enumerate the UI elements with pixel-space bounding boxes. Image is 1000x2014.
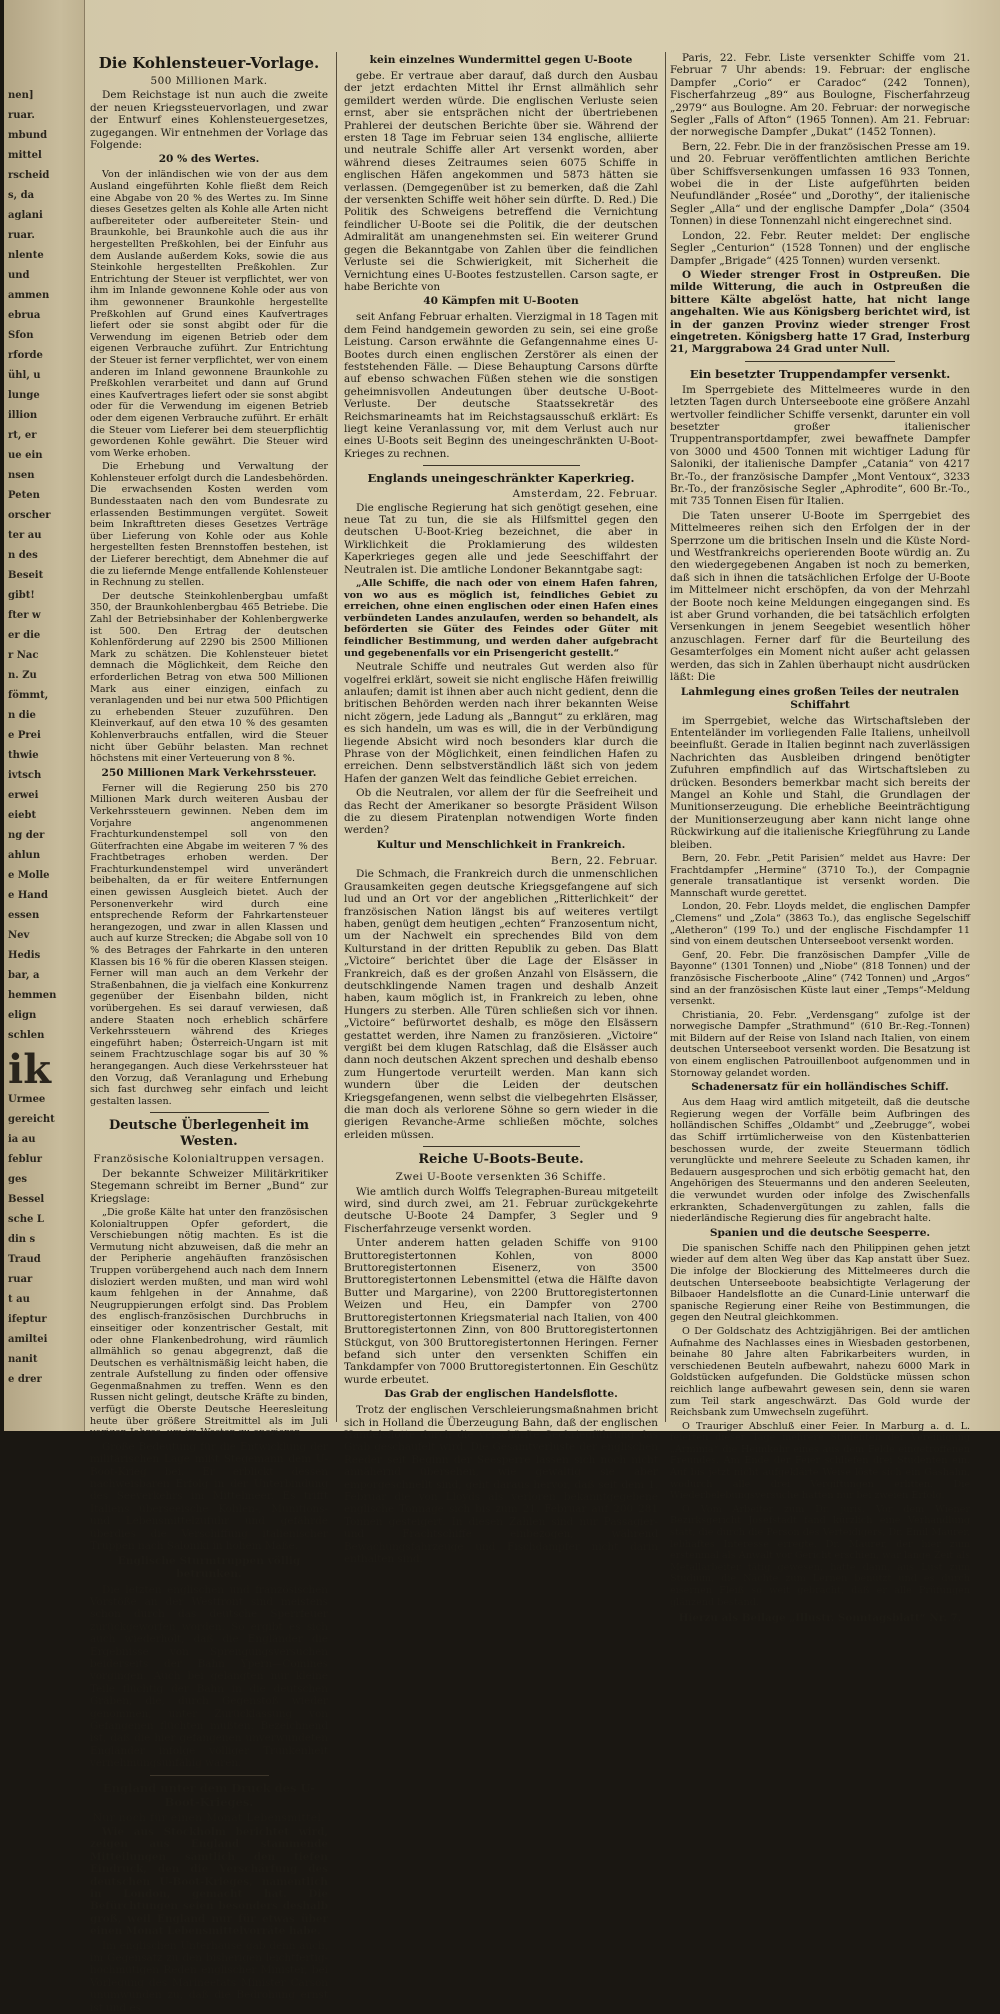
gutter-fragment: amiltei — [8, 1334, 48, 1345]
gutter-fragment: e Hand — [8, 890, 49, 901]
gutter-fragment: fömmt, — [8, 690, 49, 701]
gutter-fragment: ifeptur — [8, 1314, 47, 1325]
section-heading: Englische Sturmtruppen völlig betrunken. — [117, 1554, 301, 1580]
gutter-fragment: bar, a — [8, 970, 40, 981]
gutter-fragment: Nev — [8, 930, 30, 941]
divider — [423, 1146, 580, 1147]
dateline: Bern, 22. Februar. — [550, 854, 658, 867]
dateline: Amsterdam, 22. Februar. — [512, 488, 658, 501]
column-3 — [670, 52, 970, 1625]
news-item: London, 20. Febr. Lloyds meldet, die englischen Dampfer „Clemens“ und „Zola“ (3863 To.), das englische Segelschiff „Aletheron“ (199 To.) und der englische Fischdampfer 11 sind von einem deutschen Unterseeboot versenkt worden. — [670, 901, 970, 948]
gutter-fragment: ruar. — [8, 230, 35, 241]
article-paragraph: Die englische Regierung hat sich genötigt gesehen, eine neue Tat zu tun, die sie als Hilfsmittel gegen den deutschen U-Boot-Krieg bezeichnet, die aber in Wirklichkeit die Proklamierung des wildesten Kaperkrieges gegen alle und jede Seeschiffahrt der Neutralen ist. Die amtliche Londoner Bekanntgabe sagt: — [344, 501, 658, 576]
article-paragraph: Die Schmach, die Frankreich durch die unmenschlichen Grausamkeiten gegen deutsche Kriegsgefangene auf sich lud und an Ort vor der angeblichen „Ritterlichkeit“ der französischen Nation längst bis auf weiteres vertilgt haben, genügt dem heutigen „echten“ Franzosentum nicht, um der Nachwelt ein sprechendes Bild von dem Kulturstand in der dritten Republik zu geben. Das Blatt „Victoire“ berichtet über die Lage der Elsässer in Frankreich, daß es der großen Anzahl von Elsässern, die deutschklingende Namen tragen und deshalb Anzeit haben, kaum möglich ist, in Frankreich zu leben, ohne Hungers zu sterben. Alle Türen schließen sich vor ihnen. „Victoire“ befürwortet deshalb, es möge den Elsässern gestattet werden, ihre Namen zu französieren. „Victoire“ vergißt bei dem klugen Ratschlag, daß die Elsässer auch dann noch deutschen Akzent sprechen und deshalb ebenso zum Hungertode verurteilt werden. Man kann sich wundern über die Leiden der deutschen Kriegsgefangenen, wenn selbst die vielbegehrten Elsässer, die man doch als verlorene Söhne so gern wieder in die gierigen Revanche-Arme schließen möchte, solches erleiden müssen. — [344, 868, 658, 1141]
gutter-fragment: erwei — [8, 790, 39, 801]
gutter-fragment: e drer — [8, 1374, 42, 1385]
gutter-fragment: n. Zu — [8, 670, 37, 681]
divider — [150, 1775, 269, 1776]
gutter-fragment: e Molle — [8, 870, 50, 881]
article-paragraph: Von der inländischen wie von der aus dem Ausland eingeführten Kohle fließt dem Reich eine Abgabe von 20 % des Wertes zu. Im Sinne dieses Gesetzes gelten als Kohle alle Arten nicht aufbereiteter oder aufbereiteter Stein- und Braunkohle, bei Braunkohle auch die aus ihr hergestellten Preßkohlen, bei der Einfuhr aus dem Auslande außerdem Koks, sowie die aus Steinkohle hergestellten Preßkohlen. Zur Entrichtung der Steuer ist verpflichtet, wer von ihm im Inlande gewonnene Kohle oder aus von ihm gewonnener Braunkohle hergestellte Preßkohlen auf Grund eines Kaufvertrages liefert oder sie sonst abgibt oder für die Verwendung im eigenen Betrieb oder dem eigenen Verbrauche zuführt. Zur Entrichtung der Steuer ist ferner verpflichtet, wer von einem anderen im Inland gewonnene Braunkohle zu Preßkohlen verarbeitet und dann auf Grund eines Kaufvertrages liefert oder sie sonst abgibt oder für die Verwendung im eigenen Betrieb oder dem eigenen Verbrauche zuführt. Er erhält die Steuer vom Lieferer bei dem steuerpflichtig gewordenen Kohle gewährt. Die Steuer wird vom Werke erhoben. — [90, 169, 328, 459]
gutter-fragment: ivtsch — [8, 770, 42, 781]
article-quote: „Alle Schiffe, die nach oder von einem Hafen fahren, von wo aus es möglich ist, feindliches Gebiet zu erreichen, ohne einen englischen oder einen Hafen eines verbündeten Landes anzulaufen, werden so behandelt, als beförderten sie Güter des Feindes oder Güter mit feindlicher Bestimmung, und werden daher aufgebracht und gegebenenfalls vor ein Prisengericht gestellt.“ — [344, 578, 658, 659]
divider — [745, 361, 895, 362]
news-item: Bern, 22. Febr. Die in der französischen Presse am 19. und 20. Februar veröffentlichten amtlichen Berichte über Schiffsversenkungen umfassen 16 933 Tonnen, wobei die in der Liste aufgeführten beiden Neufundländer „Rosée“ und „Dorothy“, der italienische Segler „Alla“ und der englische Dampfer „Dola“ (3504 Tonnen) in diese Tonnenzahl nicht eingerechnet sind. — [670, 140, 970, 228]
gutter-fragment: orscher — [8, 510, 51, 521]
gutter-fragment: lunge — [8, 390, 40, 401]
gutter-fragment: Peten — [8, 490, 40, 501]
gutter-fragment: aglani — [8, 210, 43, 221]
gutter-fragment: ammen — [8, 290, 50, 301]
gutter-fragment: ng der — [8, 830, 45, 841]
gutter-fragment: ahlun — [8, 850, 41, 861]
article-paragraph: Ferner will die Regierung 250 bis 270 Millionen Mark durch weiteren Ausbau der Verkehrssteuern gewinnen. Neben dem im Vorjahre angenommenen Frachturkundenstempel soll von den Güterfrachten eine Abgabe im weiteren 7 % des Frachtbetrages erhoben werden. Der Frachturkundenstempel wird unverändert beibehalten, da er für weitere Entfernungen einen gewissen Ausgleich bietet. Auch der Personenverkehr wird durch eine entsprechende Reform der Fahrkartensteuer herangezogen, und zwar in allen Klassen und auch auf kurze Strecken; die Abgabe soll von 10 % des Betrages der Fahrkarte in den unteren Klassen bis 16 % für die oberen Klassen steigen. Ferner will man auch an dem Verkehr der Straßenbahnen, die ja vielfach eine Konkurrenz gegenüber der Eisenbahn bilden, nicht vorübergehen. Es sei darauf verwiesen, daß andere Staaten noch erheblich schärfere Verkehrssteuern während des Krieges eingeführt haben; Österreich-Ungarn ist mit seinem Frachtzuschlage sogar bis auf 30 % herangegangen. Auch diese Verkehrssteuer hat den Vorzug, daß Veranlagung und Erhebung sich fast durchweg sehr einfach und leicht gestalten lassen. — [90, 782, 328, 1107]
divider — [150, 1112, 269, 1113]
article-subheadline: 500 Millionen Mark. — [150, 75, 268, 87]
news-item: Genf, 20. Febr. Die französischen Dampfer „Ville de Bayonne“ (1301 Tonnen) und „Niobe“ (818 Tonnen) und der französische Fischerboote „Aline“ (742 Tonnen) und „Argos“ sind an der französischen Küste laut einer „Temps“-Meldung versenkt. — [670, 949, 970, 1008]
gutter-fragment: ges — [8, 1174, 27, 1185]
gutter-fragment: e Prei — [8, 730, 41, 741]
gutter-fragment: Urmee — [8, 1094, 46, 1105]
column-2 — [344, 52, 658, 1565]
news-item: O Wieder strenger Frost in Ostpreußen. Die milde Witterung, die auch in Ostpreußen die bittere Kälte abgelöst hatte, hat nicht lange angehalten. Wie aus Königsberg berichtet wird, ist in der ganzen Provinz wieder strenger Frost eingetreten. Königsberg hatte 17 Grad, Insterburg 21, Marggrabowa 24 Grad unter Null. — [670, 268, 970, 356]
gutter-fragment: Hedis — [8, 950, 41, 961]
gutter-fragment: n des — [8, 550, 38, 561]
gutter-fragment: ik — [8, 1046, 51, 1093]
article-headline: Die Kohlensteuer-Vorlage. — [98, 54, 320, 72]
gutter-fragment: und — [8, 270, 30, 281]
article-paragraph: „Die große Kälte hat unter den französischen Kolonialtruppen Opfer gefordert, die Verschiebungen nötig machten. Es ist die Vermutung nicht abzuweisen, daß die mehr an der Peripherie angehäuften französischen Truppen vorübergehend auch nach dem Innern disloziert werden mußten, und man wird wohl kaum fehlgehen in der Annahme, daß Neugruppierungen erfolgt sind. Das Problem des englisch-französischen Durchbruchs in einseitiger oder konzentrischer Gestalt, mit oder ohne Flankenbedrohung, wird räumlich allmählich so genau abgegrenzt, daß die Deutschen es verhältnismäßig leicht haben, die zentrale Aufstellung zu finden oder offensive Gegenmaßnahmen zu treffen. Wenn es den Russen nicht gelingt, deutsche Kräfte zu binden, verfügt die Oberste Deutsche Heeresleitung heute über größere Streitmittel als im Juli vorigen Jahres, um im Westen zu operieren. — [90, 1206, 328, 1439]
gutter-fragment: rforde — [8, 350, 43, 361]
gutter-fragment: r Nac — [8, 650, 39, 661]
gutter-fragment: ruar — [8, 1274, 33, 1285]
gutter-fragment: nen] — [8, 90, 34, 101]
gutter-fragment: nanit — [8, 1354, 38, 1365]
section-heading: Schadenersatz für ein holländisches Schiff. — [691, 1081, 949, 1094]
gutter-fragment: fter w — [8, 610, 41, 621]
article-headline: England unter dem Druck des U-Boot-Krieges. — [102, 1780, 316, 1809]
column-rule — [336, 52, 337, 1422]
gutter-fragment: mittel — [8, 150, 42, 161]
news-item: London, 22. Febr. Reuter meldet: Der englische Segler „Centurion“ (1528 Tonnen) und der englische Dampfer „Brigade“ (425 Tonnen) wurden versenkt. — [670, 229, 970, 267]
gutter-fragment: ter au — [8, 530, 42, 541]
article-paragraph: gebe. Er vertraue aber darauf, daß durch den Ausbau der jetzt erdachten Mittel ihr Ernst allmählich sehr gemildert werden würde. Die englischen Verluste seien ernst, aber sie entsprächen nicht der übertriebenen Prahlerei der deutschen Berichte über sie. Während der ersten 18 Tage im Februar seien 134 englische, alliierte und neutrale Schiffe aller Art versenkt worden, aber während dieses Zeitraumes seien 6075 Schiffe in englischen Häfen angekommen und 5873 hätten sie verlassen. (Demgegenüber ist zu bemerken, daß die Zahl der versenkten Schiffe weit höher sein dürfte. D. Red.) Die Politik des Schweigens betreffend die Vernichtung feindlicher U-Boote sei die Politik, die der deutschen Admiralität am unangenehmsten sei. Ein weiterer Grund gegen die Bekanntgabe von Zahlen über die feindlichen Verluste sei die Schwierigkeit, mit Sicherheit die Vernichtung eines U-Bootes festzustellen. Carson sagte, er habe Berichte von — [344, 70, 658, 293]
gutter-fragment: schlen — [8, 1030, 45, 1041]
article-paragraph: Wie amtlich durch Wolffs Telegraphen-Bureau mitgeteilt wird, sind durch zwei, am 21. Februar zurückgekehrte deutsche U-Boote 24 Dampfer, 3 Segler und 9 Fischerfahrzeuge versenkt worden. — [344, 1185, 658, 1235]
section-heading: kein einzelnes Wundermittel gegen U-Boote — [369, 54, 633, 66]
divider — [423, 465, 580, 466]
article-paragraph: Aus dem Haag wird amtlich mitgeteilt, daß die deutsche Regierung wegen der Vorfälle beim Aufbringen des holländischen Schiffes „Oldambt“ und „Zeebrugge“, wobei das Schiff irrtümlicherweise von den Küstenbatterien beschossen wurde, der zweite Steuermann tödlich verunglückte und mehrere Seeleute zu Schaden kamen, ihr Bedauern ausgesprochen und sich erbötig gemacht hat, den Angehörigen des Steuermanns und den anderen Seeleuten, die verwundet wurden oder infolge des Zwischenfalls erkrankten, Schadenvergütungen zu zahlen, falls die niederländische Regierung dies für angebracht halte. — [670, 1097, 970, 1225]
gutter-fragment: Bessel — [8, 1194, 45, 1205]
article-paragraph: Die letzten englischen und französischen Vorstöße an der Westfront sind meistens schon durch das deutsche Sperrfeuer zurückgeworfen worden. So ergibt es sich auch wiederholt, daß die Engländer die Ergebnisse von Sprengungsversuchen beiderseits der Bahn Ypern—Comines vorgingen. Auch bei gelangten nur kleine Teile flüchtig der Bahn in die deutschen Gräben, die, durch Gegenstoß wieder genommen, unter Zurücklassung von Gefangenen flüchten mußten. Bezeichnend ist, daß die hier gefangenen unverwundeten Engländer infolge völliger Trunkenheit vernehmungsunfähig waren. — [90, 1583, 328, 1770]
news-item: Paris, 22. Febr. Liste versenkter Schiffe vom 21. Februar 7 Uhr abends: 19. Februar: der englische Dampfer „Corio“ er Caradoc“ (242 Tonnen), Fischerfahrzeug „89“ aus Boulogne, Fischerfahrzeug „2979“ aus Boulogne. Am 20. Februar: der norwegische Segler „Falls of Afton“ (1965 Tonnen). Am 21. Februar: der norwegische Dampfer „Dukat“ (1452 Tonnen). — [670, 52, 970, 139]
gutter-fragment: gibt! — [8, 590, 35, 601]
gutter-fragment: feblur — [8, 1154, 42, 1165]
article-paragraph: Die Erhebung und Verwaltung der Kohlensteuer erfolgt durch die Landesbehörden. Die erwachsenden Kosten werden vom Bundesstaaten nach den vom Bundesrate zu erlassenden Bestimmungen vergütet. Soweit beim Inkrafttreten dieses Gesetzes Verträge über Lieferung von Kohle oder aus Kohle hergestellten festen Brennstoffen bestehen, ist der Lieferer berechtigt, dem Abnehmer die auf die zu liefernde Menge entfallende Kohlensteuer in Rechnung zu stellen. — [90, 461, 328, 589]
article-paragraph: Die Taten unserer U-Boote im Sperrgebiet des Mittelmeeres reihen sich den Erfolgen der in der Sperrzone um die britischen Inseln und die Küste Nord- und Westfrankreichs operierenden Boote würdig an. Zu den wiedergegebenen Angaben ist noch zu bemerken, daß sich in ihnen die tatsächlichen Erfolge der U-Boote im Mittelmeer nicht erschöpfen, da von der Mehrzahl der Boote noch keine Meldungen eingegangen sind. Es ist aber Grund vorhanden, die bei tatsächlich erfolgten Versenkungen in jenem Seegebiet wesentlich höher anzuschlagen. Ferner darf für die Beurteilung des Gesamterfolges ein Moment nicht außer acht gelassen werden, das sich in Zahlen überhaupt nicht ausdrücken läßt: Die — [670, 509, 970, 684]
gutter-fragment: rt, er — [8, 430, 37, 441]
article-headline: Reiche U-Boots-Beute. — [418, 1152, 584, 1168]
gutter-fragment: ühl, u — [8, 370, 41, 381]
column-rule — [665, 52, 666, 1422]
article-paragraph: Ob die Neutralen, vor allem der für die Seefreiheit und das Recht der Amerikaner so besorgte Präsident Wilson die zu diesem Piratenplan notwendigen Worte finden werden? — [344, 787, 658, 837]
article-headline: Deutsche Überlegenheit im Westen. — [109, 1118, 309, 1150]
article-paragraph: Dem Reichstage ist nun auch die zweite der neuen Kriegssteuervorlagen, und zwar der Entwurf eines Kohlensteuergesetzes, zugegangen. Wir entnehmen der Vorlage das Folgende: — [90, 89, 328, 152]
article-paragraph: Große Bedeutung für die Entwicklung der militärischen Lage mißt Stegemann dem U-Boot-Krieg bei. Er erblickt dessen nachweisbaren Erfolg in der Unterbindung des Seeverkehrs im Mittelmeer. Es trifft Italiens überseeische Kohlen-, Munitions- und Lebensmittelzufuhr und gefährde überdies die Verschiffung italienischer Truppen nach Saloniki in hohem Maße. — [90, 1440, 328, 1553]
section-heading: 250 Millionen Mark Verkehrssteuer. — [101, 766, 317, 779]
gutter-fragment: nlente — [8, 250, 44, 261]
article-paragraph: Im Sperrgebiete des Mittelmeeres wurde in den letzten Tagen durch Unterseeboote eine größere Anzahl wertvoller feindlicher Schiffe versenkt, darunter ein voll besetzter großer italienischer Truppentransportdampfer, zwei bewaffnete Dampfer von 3000 und 4500 Tonnen mit wichtiger Ladung für Saloniki, der italienische Dampfer „Catania“ von 4217 Br.-To., der französische Dampfer „Mont Ventoux“, 3233 Br.-To., der französische Segler „Aphrodite“, 600 Br.-To., mit 735 Tonnen Eisen für Italien. — [670, 383, 970, 508]
article-subheadline: Französische Kolonialtruppen versagen. — [93, 1153, 325, 1166]
article-subheadline: Zwei U-Boote versenkten 36 Schiffe. — [395, 1171, 607, 1184]
adjacent-page-strip — [4, 0, 85, 1431]
gutter-fragment: t au — [8, 1294, 30, 1305]
supplement-notice: Hierzu als Beilage „Illustr. Sonntagsblatt“ Nr. 7. — [678, 1612, 962, 1625]
gutter-fragment: illion — [8, 410, 38, 421]
article-paragraph: Im englischen Unterhause gab denn auch, im Gegensatz zu den bisherigen leichtfertig-hochmütigen Reden englischer Minister, bei Vorlegung des Marineetats Minister Carson unumwunden zu, daß die Bedrohung ernst ist und es — [90, 1939, 328, 2014]
article-headline: Ein besetzter Truppendampfer versenkt. — [689, 366, 951, 381]
article-paragraph: seit Anfang Februar erhalten. Vierzigmal in 18 Tagen mit dem Feind handgemein geworden zu sein, sei eine große Leistung. Carson erwähnte die Gefangennahme eines U-Bootes durch einen englischen Zerstörer als einen der feststehenden Fälle. — Diese Behauptung Carsons dürfte auf ebenso schwachen Füßen stehen wie die sonstigen geheimnisvollen Andeutungen über deutsche U-Boot-Verluste. Der deutsche Staatssekretär des Reichsmarineamts hat im Reichstagsausschuß erklärt: Es liegt keine Veranlassung vor, mit dem Verlust auch nur eines U-Boots seit Beginn des uneingeschränkten U-Boot-Krieges zu rechnen. — [344, 311, 658, 460]
gutter-fragment: Traud — [8, 1254, 41, 1265]
article-paragraph: Wie aus Stockholm berichtet wird, zeigen aus England stammende Mitteilungen sämtlich den tiefen Eindruck, den die Verschärfung des deutschen U-Boot-Krieges, namentlich in London, gemacht hat. Die Befürchtungen seien besonders deshalb groß, weil England nur für etwas über einen Monat Lebensmittelvorräte habe. — [90, 1826, 328, 1938]
gutter-fragment: rscheid — [8, 170, 50, 181]
gutter-fragment: Sfon — [8, 330, 34, 341]
section-heading: Spanien und die deutsche Seesperre. — [709, 1226, 931, 1239]
article-paragraph: Neutrale Schiffe und neutrales Gut werden also für vogelfrei erklärt, soweit sie nicht englische Häfen freiwillig anlaufen; damit ist ihnen aber auch nicht gedient, denn die britischen Behörden werden nach ihrer bekannten Weise nicht zögern, jede Ladung als „Banngut“ zu erklären, mag es sich handeln, um was es will, die in der Verbündigung liegende Absicht wird noch besonders klar durch die Phrase von der Möglichkeit, einen feindlichen Hafen zu erreichen. Denn selbstverständlich läßt sich von jedem Hafen der ganzen Welt das feindliche Gebiet erreichen. — [344, 661, 658, 785]
gutter-fragment: gereicht — [8, 1114, 55, 1125]
column-1 — [90, 52, 328, 2014]
gutter-fragment: n die — [8, 710, 36, 721]
section-heading: Lahmlegung eines großen Teiles der neutralen Schiffahrt — [680, 685, 960, 711]
article-paragraph: Die spanischen Schiffe nach den Philippinen gehen jetzt wieder auf dem alten Weg über das Kap anstatt über Suez. Die infolge der Blockierung des Mittelmeeres durch die deutschen Unterseeboote beabsichtigte Verlagerung der Bilbaoer Handelsflotte an die Cunard-Linie unterwarf die spanische Regierung einer Reihe von Bestimmungen, die gegen den Neutral gleichkommen. — [670, 1242, 970, 1324]
gutter-fragment: er die — [8, 630, 41, 641]
gutter-fragment: hemmen — [8, 990, 57, 1001]
article-paragraph: im Sperrgebiet, welche das Wirtschaftsleben der Ententeländer im vorliegenden Falle Italiens, unheilvoll beeinflußt. Gerade in Italien beginnt nach zuverlässigen Nachrichten das Ausbleiben dringend benötigter Zufuhren empfindlich auf das Wirtschaftsleben zu drücken. Besonders bemerkbar macht sich bereits der Mangel an Kohle und Stahl, die Grundlagen der Munitionserzeugung. Die erhebliche Beeinträchtigung der Munitionserzeugung aber kann nicht lange ohne Rückwirkung auf die italienische Kriegführung zu Lande bleiben. — [670, 714, 970, 851]
gutter-fragment: ue ein — [8, 450, 43, 461]
gutter-fragment: nsen — [8, 470, 35, 481]
news-item: Christiania, 20. Febr. „Verdensgang“ zufolge ist der norwegische Dampfer „Strathmund“ (610 Br.-Reg.-Tonnen) mit Bildern auf der Reise von Island nach Italien, von einem deutschen Unterseeboot versenkt worden. Die Besatzung ist von einem englischen Patrouillenboot aufgenommen und in Stornoway gelandet worden. — [670, 1009, 970, 1079]
gutter-fragment: ebrua — [8, 310, 41, 321]
gutter-fragment: ia au — [8, 1134, 36, 1145]
gutter-fragment: elign — [8, 1010, 37, 1021]
newspaper-page — [4, 0, 1000, 2014]
gutter-fragment: din s — [8, 1234, 36, 1245]
gutter-fragment: mbund — [8, 130, 48, 141]
gutter-fragment: s, da — [8, 190, 35, 201]
article-paragraph: Der deutsche Steinkohlenbergbau umfaßt 350, der Braunkohlenbergbau 465 Betriebe. Die Zahl der Betriebsinhaber der Kohlenbergwerke ist 500. Den Ertrag der deutschen Kohlenförderung auf 2290 bis 2500 Millionen Mark zu schätzen. Die Kohlensteuer bietet demnach die Möglichkeit, dem Reiche den erforderlichen Betrag von etwa 500 Millionen Mark aus einer einzigen, einfach zu veranlagenden und bei nur etwa 500 Pflichtigen zu erhebenden Steuer zuzuführen. Den Kleinverkauf, auf den etwa 10 % des gesamten Kohlenverbrauchs entfallen, wird die Steuer nicht über Gebühr belasten. Man rechnet höchstens mit einer Verteuerung von 8 %. — [90, 590, 328, 765]
article-headline: Englands uneingeschränkter Kaperkrieg. — [367, 471, 635, 486]
news-item: O Der Goldschatz des Achtzigjährigen. Bei der amtlichen Aufnahme des Nachlasses eines in Wiesbaden gestorbenen, beinahe 80 Jahre alten Fabrikarbeiters wurden, in verschiedenen Beuteln aufbewahrt, nahezu 6000 Mark in Goldstücken aufgefunden. Die Goldstücke müssen schon reichlich lange aufbewahrt gewesen sein, denn sie waren zum Teil stark angeschwärzt. Das Gold wurde der Reichsbank zum Umwechseln zugeführt. — [670, 1325, 970, 1419]
news-item: Bern, 20. Febr. „Petit Parisien“ meldet aus Havre: Der Frachtdampfer „Hermine“ (3710 To.), der Compagnie generale transatlantique ist versenkt worden. Die Mannschaft wurde gerettet. — [670, 852, 970, 899]
section-heading: Das Grab der englischen Handelsflotte. — [384, 1388, 618, 1401]
gutter-fragment: essen — [8, 910, 40, 921]
article-paragraph: Trotz der englischen Verschleierungsmaßnahmen bricht sich in Holland die Überzeugung Bahn, daß der englischen Handelsflotte durch die verschärfte Seekriegführung das Grab geschaufelt wird. Die Gesamtverluste der englischen Reeder seit Beginn der Seesperre lassen sich noch nicht annähernd übersehen, wie gewaltig sie aber emporgeschnellt sind, geht daraus hervor, daß seit dem 1. Februar die von Lloyds als verloren bekanntgegebene englische Tonnage sich bis zum 21. Februar auf 200 281 Tonnen gesteigert. In diesen Zahlen sind nur Passagier- und Frachtschiffe einbezogen, während Bewachungsfahrzeuge und Fischdampfer nicht darin enthalten sind. — [344, 1404, 658, 1565]
section-heading: 40 Kämpfen mit U-Booten — [423, 295, 579, 308]
section-heading: Kultur und Menschlichkeit in Frankreich. — [376, 838, 626, 851]
gutter-fragment: sche L — [8, 1214, 44, 1225]
article-paragraph: Der bekannte Schweizer Militärkritiker Stegemann schreibt im Berner „Bund“ zur Kriegslage: — [90, 1167, 328, 1205]
article-subheadline: Nur noch für einen Monat Lebensmittel. — [92, 1811, 326, 1824]
gutter-fragment: ruar. — [8, 110, 35, 121]
gutter-fragment: Beseit — [8, 570, 44, 581]
news-item: O Trauriger Abschluß einer Feier. In Marburg a. d. L. feierten dieser Tage mehrere Studenten der Vereinigung „Arminia“ die Heimkehr eines aus dem Felde eingetroffenen Freundes. Am Ende der Feier schliefen drei Studenten ein. Auf bis jetzt nicht aufgeklärte Weise löste sich ein Gashahn, wodurch alle drei Vergiftungen erlitten. Die Wiederbelebungsversuche hatten nur bei zweien Erfolg. — [670, 1420, 970, 1502]
section-heading: 20 % des Wertes. — [158, 153, 260, 166]
news-item: O Vom Arbeiter zum Dr. juris. Vor dem Wiener Bezirksgericht Josefstadt fand kürzlich eine Verhandlung statt, die durch die Person des Verteidigers, Dr. Emil Maurer, lebhaftes Interesse erregte. Dr. Maurer, der hier zum erstenmal als Anwalt vor Gericht erschien, war lange Zeit als Metallarbeiter tätig gewesen, hatte dann, aus Lust zum Studium, die Nächte zum Lernen benützt und es durch eisernen Fleiß so weit gebracht, daß er alle Prüfungen glänzend bestand. — [670, 1503, 970, 1608]
article-paragraph: Unter anderem hatten geladen Schiffe von 9100 Bruttoregistertonnen Kohlen, von 8000 Bruttoregistertonnen Eisenerz, von 3500 Bruttoregistertonnen Lebensmittel (etwa die Hälfte davon Butter und Margarine), von 2200 Bruttoregistertonnen Weizen und Heu, ein Dampfer von 2700 Bruttoregistertonnen Kriegsmaterial nach Italien, von 400 Bruttoregistertonnen Zinn, von 800 Bruttoregistertonnen Stückgut, von 300 Bruttoregistertonnen Heringen. Ferner befand sich unter den versenkten Schiffen ein Tankdampfer von 7000 Bruttoregistertonnen. Ein Geschütz wurde erbeutet. — [344, 1237, 658, 1386]
gutter-fragment: thwie — [8, 750, 39, 761]
gutter-fragment: eiebt — [8, 810, 37, 821]
